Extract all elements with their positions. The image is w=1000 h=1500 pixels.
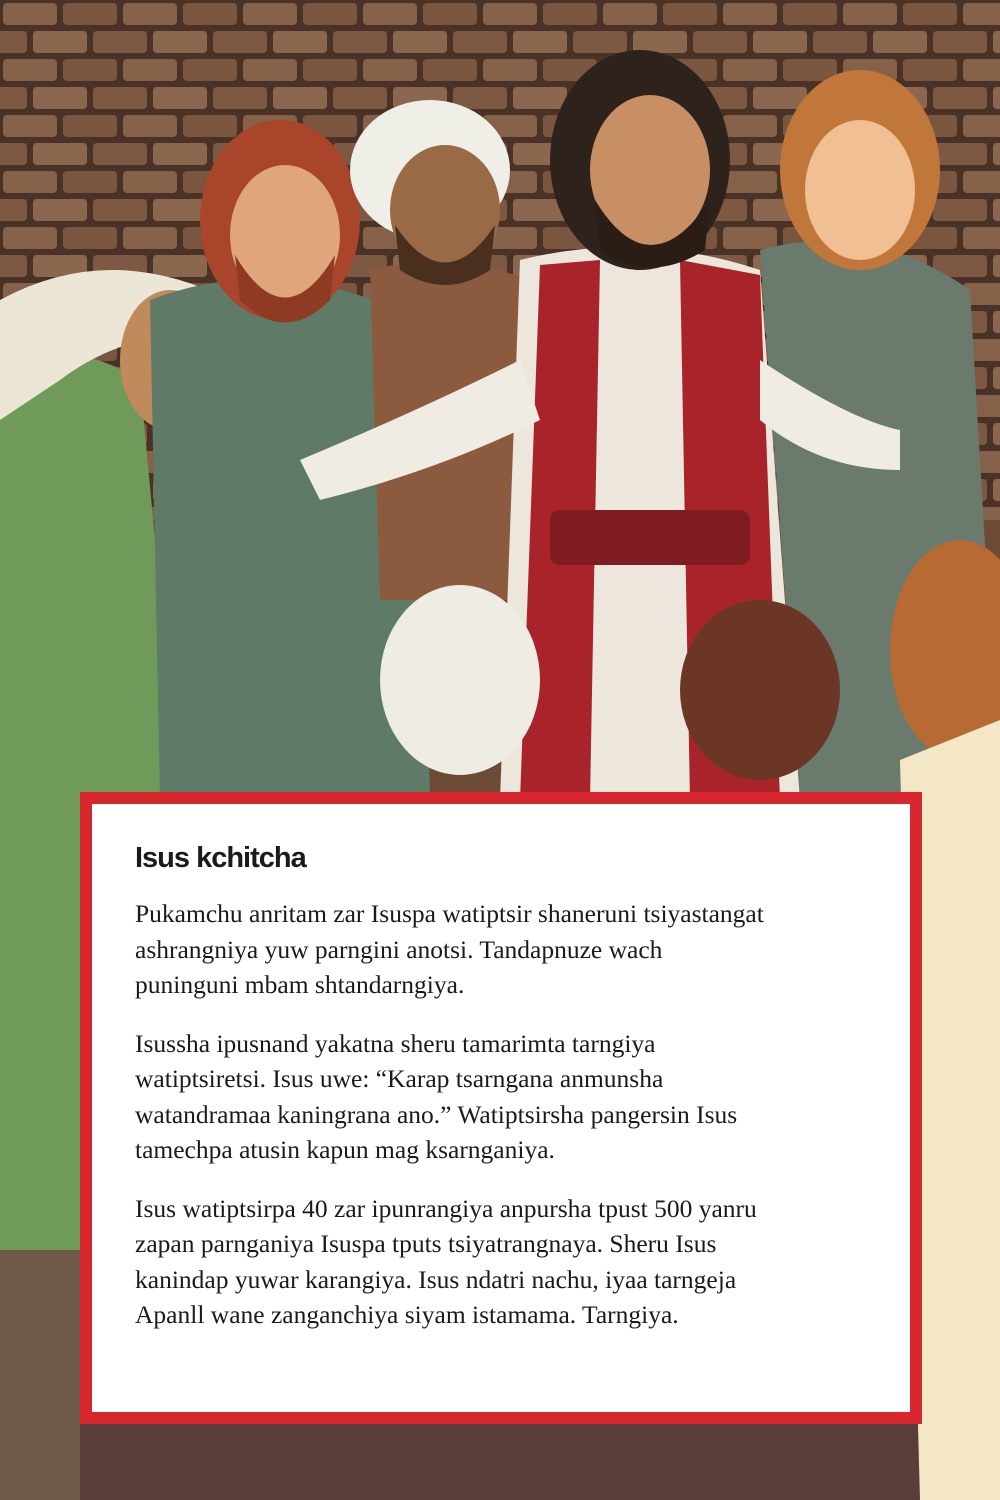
- paragraph-1: [135, 896, 895, 1003]
- text-line: tamechpa atusin kapun mag ksarnganiya.: [135, 1135, 555, 1164]
- text-line: Apanll wane zanganchiya siyam istamama. Tarngiya.: [135, 1300, 679, 1329]
- text-line: puninguni mbam shtandarngiya.: [135, 970, 465, 999]
- story-title: Isus kchitcha: [135, 842, 306, 874]
- text-line: zapan parnganiya Isuspa tputs tsiyatrangnaya. Sheru Isus: [135, 1229, 717, 1258]
- text-line: Isus watiptsirpa 40 zar ipunrangiya anpursha tpust 500 yanru: [135, 1193, 757, 1223]
- text-line: Pukamchu anritam zar Isuspa watiptsir shaneruni tsiyastangat: [135, 899, 764, 928]
- child-head-brown: [680, 600, 840, 780]
- text-line: watiptsiretsi. Isus uwe: “Karap tsarngana anmunsha: [135, 1064, 664, 1093]
- paragraph-2: [135, 1026, 895, 1168]
- paragraph-3: [135, 1191, 895, 1333]
- child-head-white: [380, 585, 540, 775]
- story-body: [135, 896, 895, 1356]
- text-line: Isussha ipusnand yakatna sheru tamarimta tarngiya: [135, 1028, 656, 1058]
- text-line: watandramaa kaningrana ano.” Watiptsirsha pangersin Isus: [135, 1099, 738, 1129]
- text-line: ashrangniya yuw parngini anotsi. Tandapnuze wach: [135, 934, 663, 964]
- story-text-box: [80, 792, 922, 1424]
- text-line: kanindap yuwar karangiya. Isus ndatri nachu, iyaa tarngeja: [135, 1264, 737, 1294]
